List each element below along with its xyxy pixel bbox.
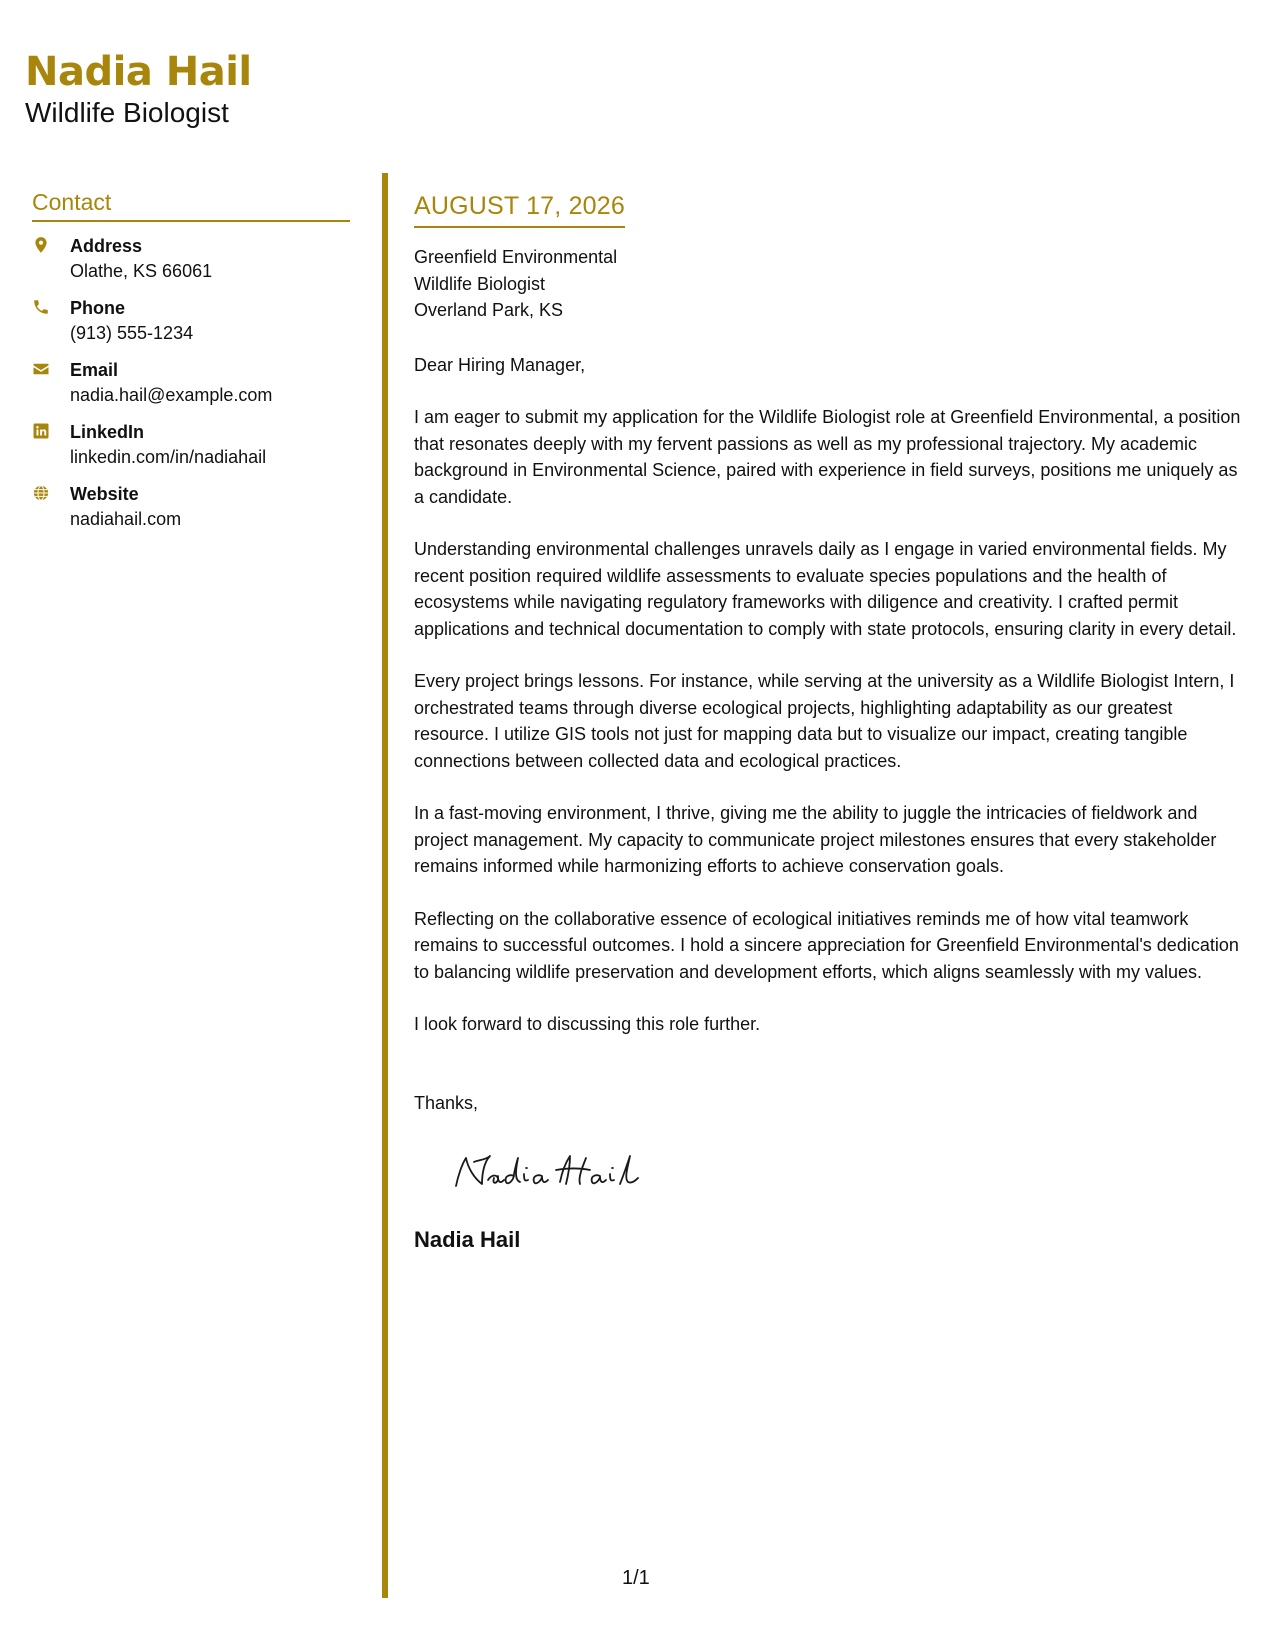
handwritten-signature [448,1146,648,1198]
body-paragraph: Every project brings lessons. For instance, while serving at the university as a Wildlife Biologist Intern, I orchestrated teams through diverse ecological projects, highlighting adaptability as our greatest resource. I utilize GIS tools not just for mapping data but to visualize our impact, creating tangible connections between collected data and ecological practices. [414,671,1235,771]
closing: Thanks, [414,1092,479,1113]
applicant-name: Nadia Hail [25,49,252,95]
contact-value[interactable]: nadiahail.com [70,509,182,529]
linkedin-icon [32,420,70,440]
body-paragraph: I look forward to discussing this role further. [414,1014,761,1034]
contact-label: Address [70,236,143,256]
body-paragraph: Understanding environmental challenges unravels daily as I engage in varied environmental fields. My recent position required wildlife assessments to evaluate species populations and the health of ecosystems while navigating regulatory frameworks with diligence and creativity. I crafted permit applications and technical documentation to comply with state protocols, ensuring clarity in every detail. [414,539,1237,639]
contact-value[interactable]: nadia.hail@example.com [70,385,273,405]
signed-name: Nadia Hail [414,1227,521,1252]
contact-heading: Contact [32,188,350,222]
recipient-location: Overland Park, KS [414,300,564,320]
map-marker-icon [32,234,70,254]
envelope-icon [32,358,70,378]
contact-item-phone [32,296,350,346]
contact-value: Olathe, KS 66061 [70,261,213,281]
body-paragraph: In a fast-moving environment, I thrive, giving me the ability to juggle the intricacies of fieldwork and project management. My capacity to communicate project milestones ensures that every stakeholder remains informed while harmonizing efforts to achieve conservation goals. [414,803,1217,876]
greeting: Dear Hiring Manager, [414,354,586,375]
recipient-company: Greenfield Environmental [414,247,618,267]
contact-item-website [32,482,350,532]
body-paragraph: I am eager to submit my application for the Wildlife Biologist role at Greenfield Environmental, a position that resonates deeply with my fervent passions as well as my professional trajectory. My academic background in Environmental Science, paired with experience in field surveys, positions me uniquely as a candidate. [414,407,1241,507]
body-paragraph: Reflecting on the collaborative essence of ecological initiatives reminds me of how vital teamwork remains to successful outcomes. I hold a sincere appreciation for Greenfield Environmental's dedication to balancing wildlife preservation and development efforts, which aligns seamlessly with my values. [414,908,1239,982]
contact-value: (913) 555-1234 [70,323,194,343]
contact-value[interactable]: linkedin.com/in/nadiahail [70,447,267,467]
page-number: 1/1 [622,1567,650,1589]
vertical-divider [382,173,388,1598]
contact-label: Website [70,484,139,504]
phone-icon [32,296,70,316]
contact-label: Email [70,360,119,380]
letter-body [414,190,1249,1254]
applicant-role: Wildlife Biologist [25,97,229,128]
recipient-block [414,244,1249,324]
contact-item-email [32,358,350,408]
letter-header [25,48,252,130]
contact-label: Phone [70,298,126,318]
globe-icon [32,482,70,502]
contact-item-address [32,234,350,284]
contact-list [32,234,350,532]
contact-label: LinkedIn [70,422,145,442]
contact-sidebar [32,188,350,544]
letter-date: AUGUST 17, 2026 [414,190,625,228]
recipient-position: Wildlife Biologist [414,273,546,294]
contact-item-linkedin [32,420,350,470]
